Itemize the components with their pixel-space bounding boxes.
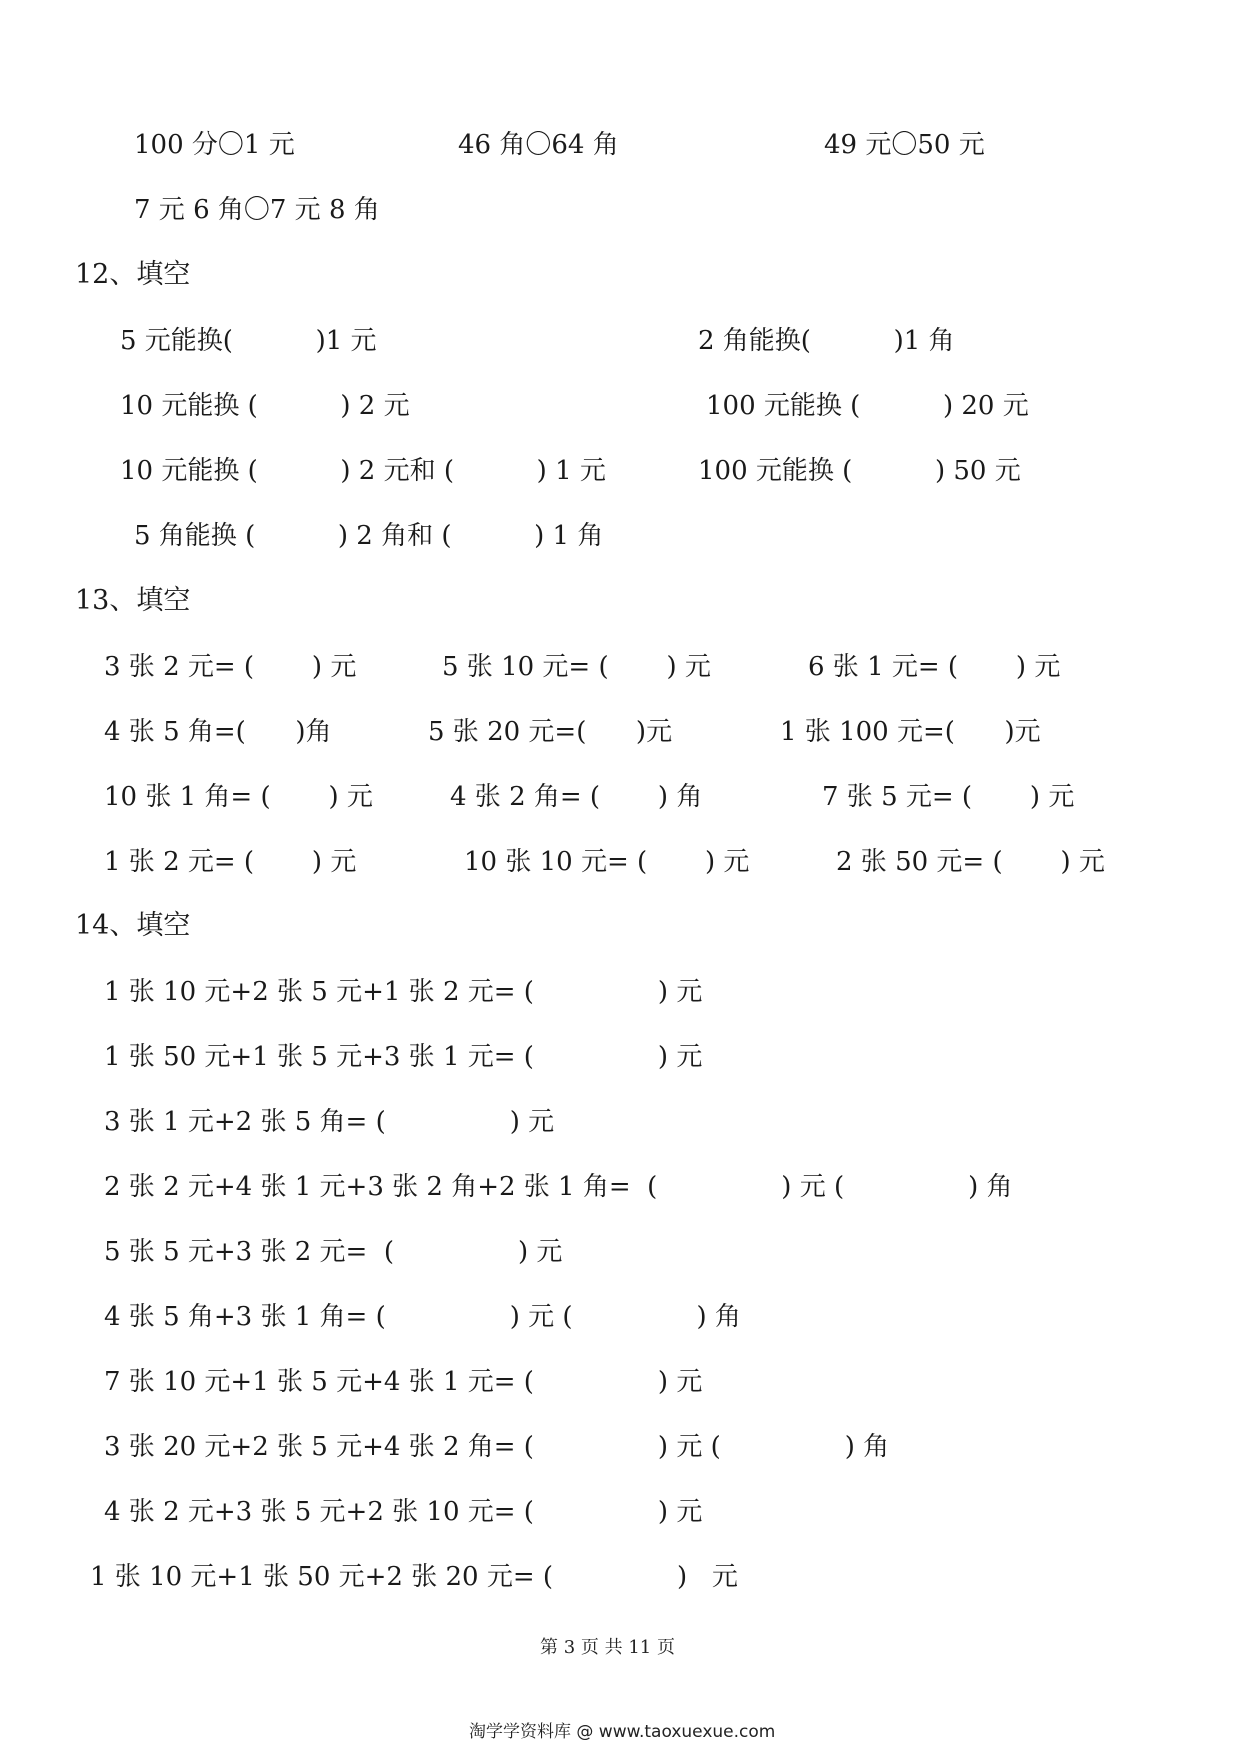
q12-item: 10 元能换 ( ) 2 元和 ( ) 1 元 — [120, 456, 606, 486]
q13-item: 5 张 20 元=( )元 — [428, 717, 673, 747]
q12-title: 12、填空 — [75, 259, 191, 290]
q12-item: 100 元能换 ( ) 20 元 — [706, 391, 1029, 421]
q11-item-2: 46 角〇64 角 — [458, 130, 619, 160]
q13-item: 3 张 2 元= ( ) 元 — [104, 652, 357, 682]
q12-item: 5 元能换( )1 元 — [120, 326, 377, 356]
q13-item: 1 张 100 元=( )元 — [780, 717, 1041, 747]
q14-item: 4 张 5 角+3 张 1 角= ( ) 元 ( ) 角 — [104, 1302, 741, 1332]
q12-item: 10 元能换 ( ) 2 元 — [120, 391, 410, 421]
page-number: 第 3 页 共 11 页 — [540, 1637, 675, 1658]
q13-item: 2 张 50 元= ( ) 元 — [836, 847, 1105, 877]
q14-item: 4 张 2 元+3 张 5 元+2 张 10 元= ( ) 元 — [104, 1497, 703, 1527]
q12-item: 2 角能换( )1 角 — [698, 326, 955, 356]
q14-item: 1 张 10 元+1 张 50 元+2 张 20 元= ( ) 元 — [90, 1562, 738, 1592]
q14-item: 7 张 10 元+1 张 5 元+4 张 1 元= ( ) 元 — [104, 1367, 703, 1397]
q11-item-1: 100 分〇1 元 — [134, 130, 295, 160]
q14-item: 1 张 10 元+2 张 5 元+1 张 2 元= ( ) 元 — [104, 977, 703, 1007]
q14-item: 1 张 50 元+1 张 5 元+3 张 1 元= ( ) 元 — [104, 1042, 703, 1072]
q14-title: 14、填空 — [75, 910, 191, 941]
q13-item: 4 张 2 角= ( ) 角 — [450, 782, 703, 812]
q11-item-3: 49 元〇50 元 — [824, 130, 985, 160]
q14-item: 3 张 20 元+2 张 5 元+4 张 2 角= ( ) 元 ( ) 角 — [104, 1432, 890, 1462]
q13-item: 7 张 5 元= ( ) 元 — [822, 782, 1075, 812]
q13-title: 13、填空 — [75, 585, 191, 616]
q13-item: 4 张 5 角=( )角 — [104, 717, 332, 747]
q14-item: 2 张 2 元+4 张 1 元+3 张 2 角+2 张 1 角= ( ) 元 ( ) 角 — [104, 1172, 1013, 1202]
watermark: 淘学学资料库 @ www.taoxuexue.com — [469, 1722, 776, 1742]
q11-item-4: 7 元 6 角〇7 元 8 角 — [134, 195, 380, 225]
q13-item: 1 张 2 元= ( ) 元 — [104, 847, 357, 877]
q12-item: 100 元能换 ( ) 50 元 — [698, 456, 1021, 486]
q14-item: 3 张 1 元+2 张 5 角= ( ) 元 — [104, 1107, 555, 1137]
q13-item: 10 张 1 角= ( ) 元 — [104, 782, 373, 812]
q13-item: 6 张 1 元= ( ) 元 — [808, 652, 1061, 682]
q14-item: 5 张 5 元+3 张 2 元= ( ) 元 — [104, 1237, 563, 1267]
q13-item: 10 张 10 元= ( ) 元 — [464, 847, 750, 877]
q13-item: 5 张 10 元= ( ) 元 — [442, 652, 711, 682]
q12-item: 5 角能换 ( ) 2 角和 ( ) 1 角 — [134, 521, 604, 551]
